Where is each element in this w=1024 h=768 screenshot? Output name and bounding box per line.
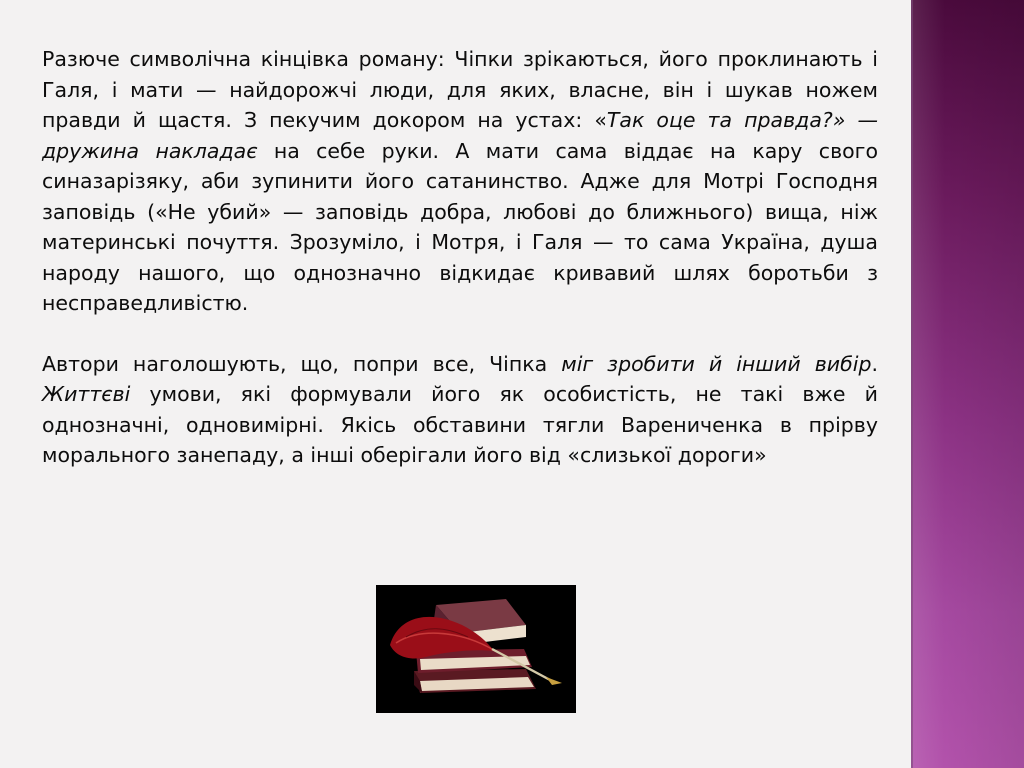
paragraph-1 — [42, 44, 878, 319]
paragraph-2 — [42, 349, 878, 471]
paragraph-2-text-a: Автори наголошують, що, попри все, Чіпка — [42, 351, 562, 376]
paragraph-2-text-c: умови, які формували його як особистість, не такі вже й однозначні, одновимірні. Якісь обставини тягли Варениченка в прірву морального занепаду, а інші оберігали його від «слизької дороги» — [42, 382, 878, 467]
paragraph-1-italic-quote: Так оце та правда?» — дружина накладає — [42, 108, 878, 163]
slide-body-text — [42, 44, 878, 471]
books-quill-illustration — [376, 585, 576, 713]
books-quill-icon — [376, 585, 576, 713]
paragraph-1-text-a: Разюче символічна кінцівка роману: Чіпки зрікаються, його проклинають і Галя, і мати — найдорожчі люди, для яких, власне, він і шукав ножем правди й щастя. З пекучим докором на устах: « — [42, 47, 878, 132]
paragraph-2-italic-life: Життєві — [42, 382, 131, 406]
paragraph-2-text-b: . — [871, 351, 879, 376]
decorative-side-band — [911, 0, 1024, 768]
side-band-divider — [911, 0, 913, 768]
paragraph-1-text-b: на себе руки. А мати сама віддає на кару свого синазарізяку, аби зупинити його сатанинство. Адже для Мотрі Господня заповідь («Не убий» — заповідь добра, любові до ближнього) вища, ніж материнські почуття. Зрозуміло, і Мотря, і Галя — то сама Україна, душа народу нашого, що однозначно відкидає кривавий шлях боротьби з несправедливістю. — [42, 138, 878, 315]
paragraph-2-italic-choice: міг зробити й інший вибір — [561, 351, 872, 376]
side-band-sheen — [911, 0, 1024, 768]
